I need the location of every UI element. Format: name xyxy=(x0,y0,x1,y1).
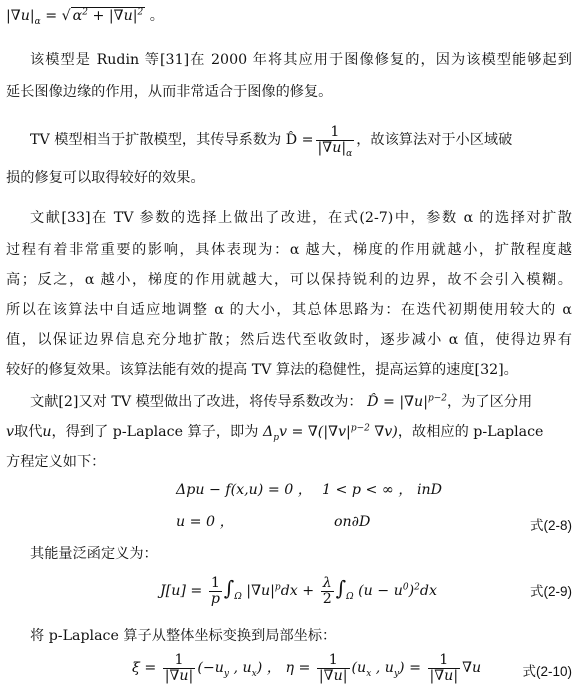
para-tv-line2: 损的修复可以取得较好的效果。 xyxy=(6,170,205,186)
eq-2-9-number: 式(2-9) xyxy=(529,584,572,599)
eq-2-8-left1: Δpu − f(x,u) = 0 ， xyxy=(176,482,312,498)
para-ref33-line4: 所以在该算法中自适应地调整 α 的大小，其总体思路为：在迭代初期使用较大的 α xyxy=(6,302,572,318)
eq-2-8-cond2: on∂D xyxy=(334,514,371,530)
para-ref2-text-post2: ，故相应的 p-Laplace xyxy=(397,424,544,440)
para-ref2-line1 xyxy=(30,392,572,412)
para-rudin-line2: 延长图像边缘的作用，从而非常适合于图像的修复。 xyxy=(6,84,333,100)
para-tv-line1 xyxy=(30,120,572,160)
para-rudin-line1: 该模型是 Rudin 等[31]在 2000 年将其应用于图像修复的，因为该模型能够起到 xyxy=(30,52,572,68)
var-u: u xyxy=(42,424,52,440)
eq-2-9-formula: J[u] = $\frac{1}{p}$ $\int_\Omega$ $|\nabla u|^pdx$ + $\frac{\lambda}{2}$ $\int_\Omega$ $(u - u^0)^2dx$ xyxy=(160,574,437,607)
para-tv-text-post: ，故该算法对于小区域破 xyxy=(356,132,513,148)
energy-intro: 其能量泛函定义为： xyxy=(30,546,158,562)
para-ref2-line3: 方程定义如下： xyxy=(6,454,106,470)
var-v: v xyxy=(6,424,15,440)
formula-grad-alpha: $|\nabla u|_\alpha$ = √ $\alpha^2 + |\nabla u|^2$ 。 xyxy=(6,7,164,27)
para-ref33-line3: 高；反之，α 越小，梯度的作用就越大，可以保持锐利的边界，故不会引入模糊。 xyxy=(6,272,572,288)
para-ref2-text-mid: ，得到了 p-Laplace 算子，即为 xyxy=(51,424,259,440)
formula-plaplace: $\Delta_pv = \nabla(|\nabla v|^{p-2}$ ∇v) xyxy=(258,423,398,443)
formula-conductance-p: D̂ = $|\nabla u|^{p-2}$ xyxy=(362,393,448,410)
para-ref33-line2: 过程有着非常重要的影响，具体表现为：α 越大，梯度的作用就越小，扩散程度越 xyxy=(6,242,572,258)
para-ref33-line5: 值，以保证边界信息充分地扩散；然后迭代至收敛时，逐步减小 α 值，使得边界有 xyxy=(6,332,572,348)
para-ref33-line1: 文献[33]在 TV 参数的选择上做出了改进，在式(2-7)中，参数 α 的选择对扩散 xyxy=(30,210,572,226)
fraction-conductance: $\frac{1}{|\nabla u|_\alpha}$ xyxy=(317,123,353,159)
para-ref33-line6: 较好的修复效果。该算法能有效的提高 TV 算法的稳健性，提高运算的速度[32]。 xyxy=(6,362,518,378)
para-ref2-text-replace: 取代 xyxy=(14,424,43,440)
para-tv-text-pre: TV 模型相当于扩散模型，其传导系数为 D̂ = xyxy=(30,132,314,148)
eq-2-10-formula: ξ = $\frac{1}{|\nabla u|}$ ($-u_y$ , $u_x$) ， η = $\frac{1}{|\nabla u|}$ ($u_x$ , $u_y$) = $\frac{1}{|\nabla u|}$ ∇u xyxy=(132,651,482,684)
eq-2-8-cond1: 1 < p < ∞ ， inD xyxy=(322,482,442,498)
eq-2-8-left2: u = 0 ， xyxy=(176,514,234,530)
para-ref2-text-pre: 文献[2]又对 TV 模型做出了改进，将传导系数改为： xyxy=(30,394,363,410)
para-ref2-line2 xyxy=(6,422,572,442)
transform-intro: 将 p-Laplace 算子从整体坐标变换到局部坐标： xyxy=(30,628,337,644)
eq-2-10-number: 式(2-10) xyxy=(522,664,572,679)
para-ref2-text-post: ，为了区分用 xyxy=(447,394,533,410)
eq-2-8-number: 式(2-8) xyxy=(529,518,572,533)
